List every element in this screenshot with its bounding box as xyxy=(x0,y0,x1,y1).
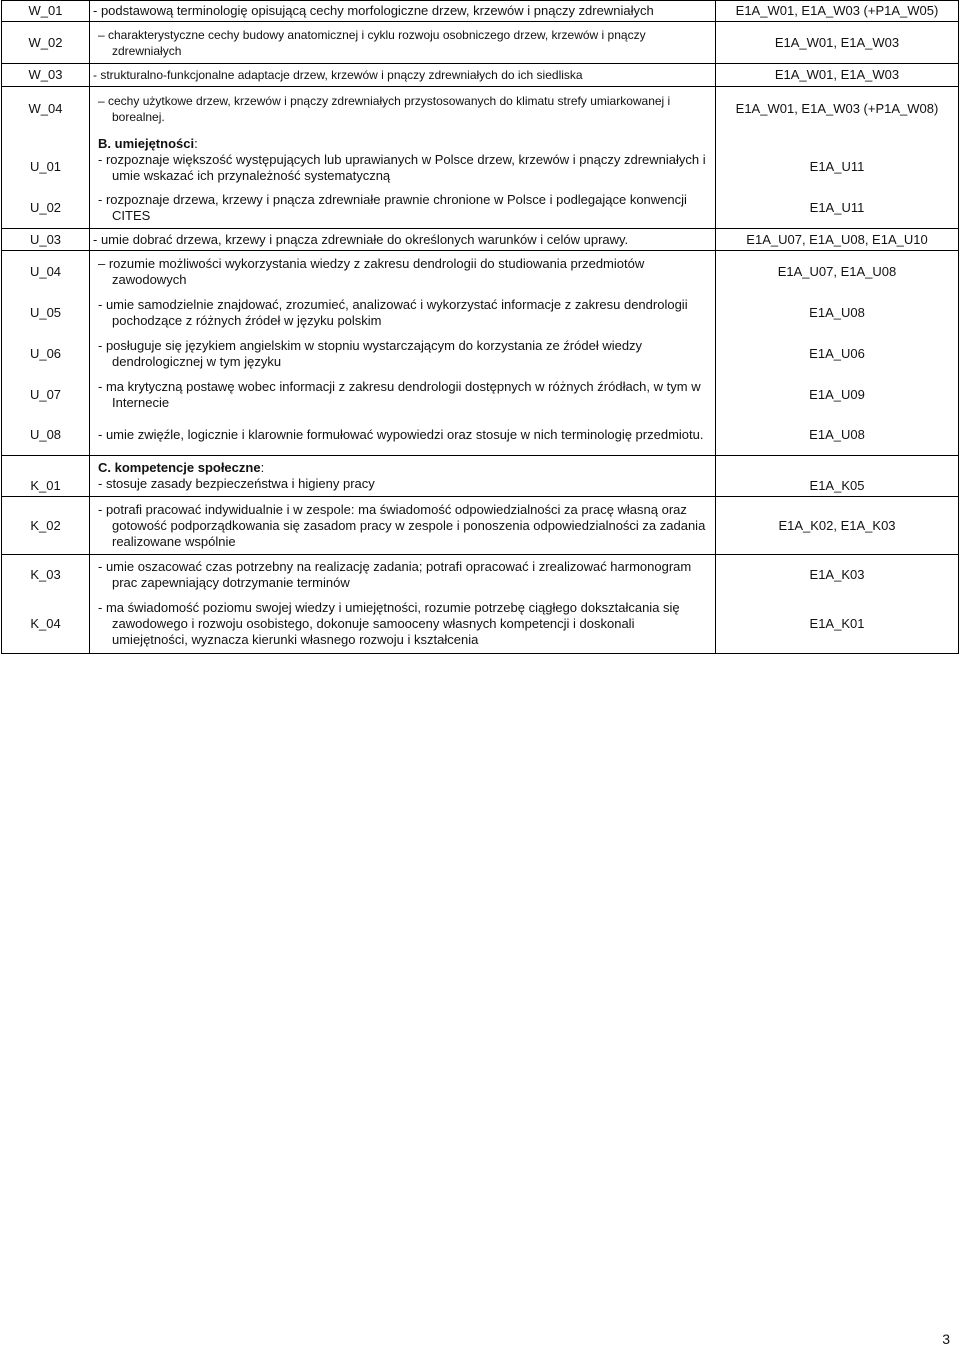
outcome-reference: E1A_U06 xyxy=(716,334,959,375)
outcome-code: K_01 xyxy=(2,456,90,497)
outcome-reference: E1A_K03 xyxy=(716,555,959,595)
section-heading-c xyxy=(90,460,715,476)
outcome-reference: E1A_W01, E1A_W03 (+P1A_W05) xyxy=(716,1,959,22)
section-title: umiejętności xyxy=(114,135,195,151)
section-letter: B. xyxy=(98,135,111,151)
page-number: 3 xyxy=(942,1331,950,1347)
outcome-reference: E1A_U08 xyxy=(716,293,959,334)
section-heading-b xyxy=(90,136,715,152)
outcome-description: – charakterystyczne cechy budowy anatomicznej i cyklu rozwoju osobniczego drzew, krzewów i pnączy zdrewniałych xyxy=(90,22,716,64)
table-row xyxy=(2,293,959,334)
table-row xyxy=(2,1,959,22)
outcome-description: – rozumie możliwości wykorzystania wiedzy z zakresu dendrologii do studiowania przedmiotów zawodowych xyxy=(90,251,716,293)
outcome-reference: E1A_W01, E1A_W03 (+P1A_W08) xyxy=(716,87,959,131)
outcome-description: – cechy użytkowe drzew, krzewów i pnączy zdrewniałych przystosowanych do klimatu strefy umiarkowanej i borealnej. xyxy=(90,87,716,131)
outcome-description: - potrafi pracować indywidualnie i w zespole: ma świadomość odpowiedzialności za pracę własną oraz gotowość podporządkowania się zasadom pracy w zespole i ponoszenia odpowiedzialności za zadania realizowane wspólnie xyxy=(90,497,716,555)
table-row xyxy=(2,334,959,375)
section-c-cell xyxy=(90,456,716,497)
outcome-code: W_04 xyxy=(2,87,90,131)
outcome-code: U_05 xyxy=(2,293,90,334)
section-suffix: : xyxy=(260,460,265,475)
table-row xyxy=(2,229,959,251)
outcome-reference: E1A_U07, E1A_U08, E1A_U10 xyxy=(716,229,959,251)
outcome-code: U_08 xyxy=(2,416,90,456)
outcome-code: U_07 xyxy=(2,375,90,416)
table-row xyxy=(2,456,959,497)
table-row xyxy=(2,189,959,229)
outcome-description: - ma krytyczną postawę wobec informacji z zakresu dendrologii dostępnych w różnych źródłach, w tym w Internecie xyxy=(90,375,716,416)
outcome-code: U_02 xyxy=(2,189,90,229)
outcome-reference: E1A_U08 xyxy=(716,416,959,456)
table-row xyxy=(2,595,959,654)
outcome-code: U_06 xyxy=(2,334,90,375)
section-letter: C. xyxy=(98,460,111,475)
outcome-code: K_03 xyxy=(2,555,90,595)
table-row xyxy=(2,375,959,416)
outcome-reference: E1A_W01, E1A_W03 xyxy=(716,22,959,64)
outcome-description: - ma świadomość poziomu swojej wiedzy i umiejętności, rozumie potrzebę ciągłego dokształcania się zawodowego i rozwoju osobistego, dokonuje samooceny własnych kompetencji i doskonali umiejętności, wyznacza kierunki własnego rozwoju i kształcenia xyxy=(90,595,716,654)
outcome-description: - podstawową terminologię opisującą cechy morfologiczne drzew, krzewów i pnączy zdrewniałych xyxy=(90,1,716,22)
outcome-code: W_01 xyxy=(2,1,90,22)
outcome-reference: E1A_K02, E1A_K03 xyxy=(716,497,959,555)
table-row xyxy=(2,22,959,64)
outcome-reference: E1A_U07, E1A_U08 xyxy=(716,251,959,293)
outcome-reference: E1A_U11 xyxy=(716,189,959,229)
table-row xyxy=(2,416,959,456)
outcome-description: - umie dobrać drzewa, krzewy i pnącza zdrewniałe do określonych warunków i celów uprawy. xyxy=(90,229,716,251)
outcome-reference: E1A_W01, E1A_W03 xyxy=(716,64,959,87)
outcome-description: - stosuje zasady bezpieczeństwa i higieny pracy xyxy=(98,476,375,491)
outcome-code: U_03 xyxy=(2,229,90,251)
outcome-code: U_01 xyxy=(2,131,90,189)
outcome-description: - rozpoznaje większość występujących lub uprawianych w Polsce drzew, krzewów i pnączy zdrewniałych i umie wskazać ich przynależność systematyczną xyxy=(98,151,706,183)
learning-outcomes-table xyxy=(1,0,959,654)
outcome-description: - posługuje się językiem angielskim w stopniu wystarczającym do korzystania ze źródeł wiedzy dendrologicznej w tym języku xyxy=(90,334,716,375)
outcome-reference: E1A_U09 xyxy=(716,375,959,416)
table-row xyxy=(2,131,959,189)
section-b-cell xyxy=(90,131,716,189)
table-row xyxy=(2,251,959,293)
outcome-description: - strukturalno-funkcjonalne adaptacje drzew, krzewów i pnączy zdrewniałych do ich siedliska xyxy=(90,64,716,87)
outcome-code: U_04 xyxy=(2,251,90,293)
table-row xyxy=(2,555,959,595)
outcome-reference: E1A_K05 xyxy=(716,456,959,497)
table-row xyxy=(2,87,959,131)
table-row xyxy=(2,64,959,87)
outcome-reference: E1A_K01 xyxy=(716,595,959,654)
table-row xyxy=(2,497,959,555)
outcome-description: - umie zwięźle, logicznie i klarownie formułować wypowiedzi oraz stosuje w nich terminologię przedmiotu. xyxy=(90,416,716,456)
outcome-code: W_03 xyxy=(2,64,90,87)
section-title: kompetencje społeczne xyxy=(114,460,261,475)
section-suffix: : xyxy=(194,135,198,151)
outcome-code: W_02 xyxy=(2,22,90,64)
outcome-description: - umie oszacować czas potrzebny na realizację zadania; potrafi opracować i zrealizować harmonogram prac zapewniający dotrzymanie terminów xyxy=(90,555,716,595)
outcome-code: K_02 xyxy=(2,497,90,555)
outcome-description: - umie samodzielnie znajdować, zrozumieć, analizować i wykorzystać informacje z zakresu dendrologii pochodzące z różnych źródeł w języku polskim xyxy=(90,293,716,334)
outcome-reference: E1A_U11 xyxy=(716,131,959,189)
outcome-code: K_04 xyxy=(2,595,90,654)
outcome-description: - rozpoznaje drzewa, krzewy i pnącza zdrewniałe prawnie chronione w Polsce i podlegające konwencji CITES xyxy=(90,189,716,229)
